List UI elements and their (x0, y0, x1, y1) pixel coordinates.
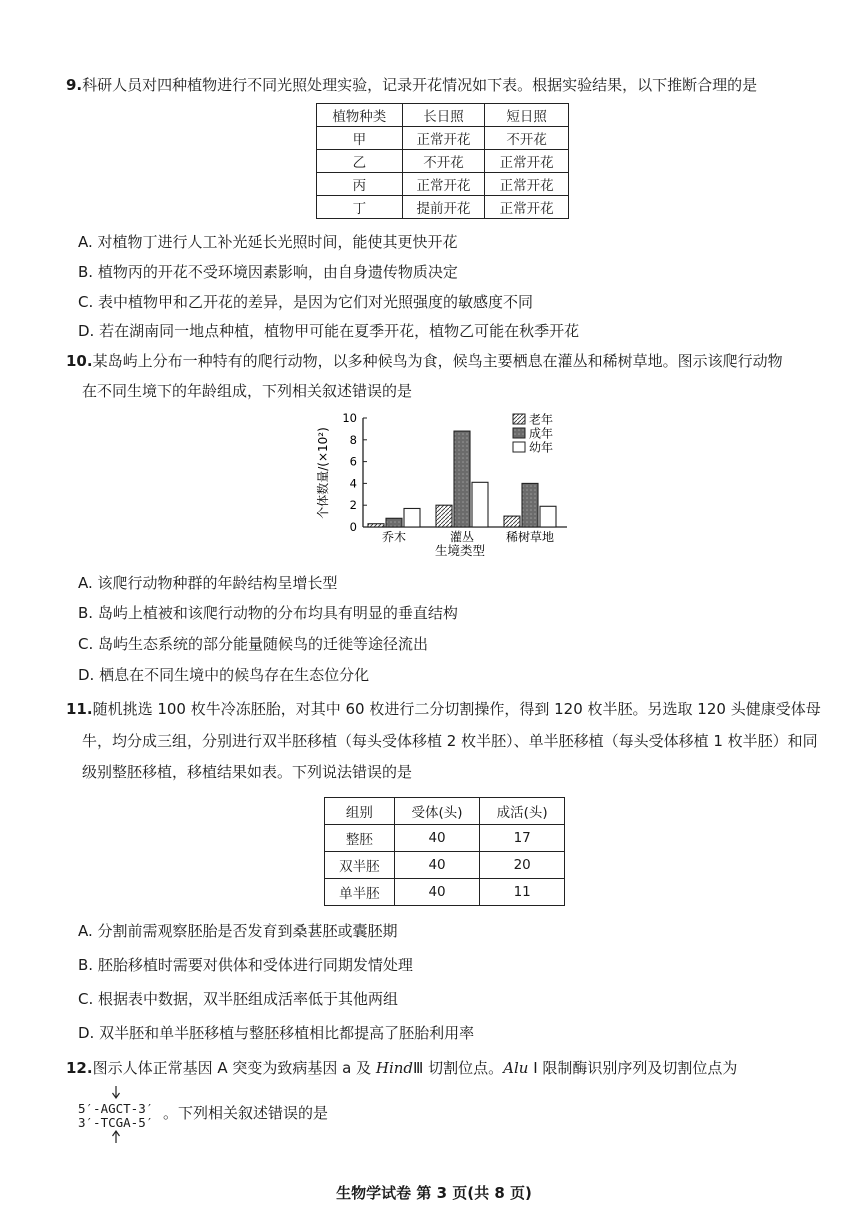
q10-option-d[interactable]: D. 栖息在不同生境中的候鸟存在生态位分化 (78, 666, 370, 684)
table-cell: 正常开花 (402, 127, 485, 150)
cut-arrow-bottom-icon (111, 1129, 121, 1143)
q10-option-a[interactable]: A. 该爬行动物种群的年龄结构呈增长型 (78, 574, 338, 592)
table-cell: 正常开花 (485, 150, 569, 173)
table-header-cell: 受体(头) (394, 798, 480, 825)
x-axis-label: 生境类型 (434, 543, 486, 558)
q9-option-a[interactable]: A. 对植物丁进行人工补光延长光照时间，能使其更快开花 (78, 233, 458, 251)
table-cell: 20 (480, 852, 565, 879)
q9-table (316, 103, 569, 219)
table-row (325, 852, 565, 879)
table-cell: 提前开花 (402, 196, 485, 219)
table-cell: 甲 (317, 127, 403, 150)
table-row (317, 196, 569, 219)
x-tick-label: 乔木 (381, 530, 407, 544)
q9-option-b[interactable]: B. 植物丙的开花不受环境因素影响，由自身遗传物质决定 (78, 263, 458, 281)
enzyme-alui: Alu (503, 1059, 529, 1077)
table-cell: 11 (480, 879, 565, 906)
legend-label: 成年 (529, 426, 554, 441)
table-cell: 40 (394, 879, 480, 906)
q9-option-d[interactable]: D. 若在湖南同一地点种植，植物甲可能在夏季开花，植物乙可能在秋季开花 (78, 322, 580, 340)
x-tick-label: 灌丛 (449, 530, 475, 544)
y-tick-label: 8 (349, 432, 357, 447)
table-header-cell: 组别 (325, 798, 395, 825)
table-row (317, 127, 569, 150)
q11-option-b[interactable]: B. 胚胎移植时需要对供体和受体进行同期发情处理 (78, 956, 413, 974)
q11-table (324, 797, 565, 906)
table-cell: 乙 (317, 150, 403, 173)
y-tick-label: 2 (349, 498, 357, 513)
table-cell: 整胚 (325, 825, 395, 852)
table-cell: 丙 (317, 173, 403, 196)
y-tick-label: 4 (349, 476, 357, 491)
table-header-cell: 长日照 (402, 104, 485, 127)
q10-option-c[interactable]: C. 岛屿生态系统的部分能量随候鸟的迁徙等途径流出 (78, 635, 429, 653)
table-header-cell: 短日照 (485, 104, 569, 127)
table-cell: 丁 (317, 196, 403, 219)
legend-label: 老年 (529, 412, 554, 427)
legend-swatch (513, 442, 525, 452)
q11-option-d[interactable]: D. 双半胚和单半胚移植与整胚移植相比都提高了胚胎利用率 (78, 1024, 475, 1042)
q11-stem-line2: 牛，均分成三组，分别进行双半胚移植（每头受体移植 2 枚半胚）、单半胚移植（每头受体移植 1 枚半胚）和同 (82, 732, 818, 750)
table-header-row (317, 104, 569, 127)
bar-成年 (454, 431, 470, 527)
bar-老年 (368, 524, 384, 527)
table-header-cell: 植物种类 (317, 104, 403, 127)
table-cell: 双半胚 (325, 852, 395, 879)
table-cell: 单半胚 (325, 879, 395, 906)
bar-幼年 (540, 506, 556, 527)
legend-swatch (513, 428, 525, 438)
bar-老年 (504, 516, 520, 527)
table-cell: 正常开花 (485, 173, 569, 196)
q10-stem-line2: 在不同生境下的年龄组成，下列相关叙述错误的是 (82, 382, 413, 400)
q11-option-a[interactable]: A. 分割前需观察胚胎是否发育到桑葚胚或囊胚期 (78, 922, 398, 940)
bar-幼年 (404, 508, 420, 527)
recognition-seq-top: 5′-AGCT-3′ (78, 1101, 154, 1116)
legend-swatch (513, 414, 525, 424)
table-cell: 正常开花 (485, 196, 569, 219)
table-header-cell: 成活(头) (480, 798, 565, 825)
y-tick-label: 6 (349, 454, 357, 469)
q11-stem-line1: 11.随机挑选 100 枚牛冷冻胚胎，对其中 60 枚进行二分切割操作，得到 120 枚半胚。另选取 120 头健康受体母 (66, 700, 821, 718)
q9-option-c[interactable]: C. 表中植物甲和乙开花的差异，是因为它们对光照强度的敏感度不同 (78, 293, 534, 311)
table-cell: 40 (394, 825, 480, 852)
table-row (317, 173, 569, 196)
y-axis-label: 个体数量/(×10²) (316, 427, 330, 519)
table-cell: 17 (480, 825, 565, 852)
bar-成年 (522, 483, 538, 527)
bar-幼年 (472, 482, 488, 527)
cut-arrow-top-icon (111, 1086, 121, 1100)
table-header-row (325, 798, 565, 825)
q12-stem-tail: 。下列相关叙述错误的是 (163, 1104, 329, 1122)
bar-成年 (386, 518, 402, 527)
y-axis-title (315, 427, 330, 519)
age-structure-chart (305, 408, 575, 560)
q10-stem-line1: 10.某岛屿上分布一种特有的爬行动物，以多种候鸟为食，候鸟主要栖息在灌丛和稀树草地。图示该爬行动物 (66, 352, 783, 370)
table-cell: 不开花 (485, 127, 569, 150)
table-row (325, 825, 565, 852)
y-tick-label: 0 (349, 520, 357, 534)
x-tick-label: 稀树草地 (505, 530, 555, 544)
table-row (325, 879, 565, 906)
q12-stem: 12.图示人体正常基因 A 突变为致病基因 a 及 HindⅢ 切割位点。Alu Ⅰ 限制酶识别序列及切割位点为 (66, 1059, 738, 1077)
table-row (317, 150, 569, 173)
q11-stem-line3: 级别整胚移植，移植结果如表。下列说法错误的是 (82, 763, 413, 781)
enzyme-hindiii: Hind (375, 1059, 414, 1077)
table-cell: 不开花 (402, 150, 485, 173)
recognition-seq-bottom: 3′-TCGA-5′ (78, 1115, 154, 1130)
q9-stem: 9.科研人员对四种植物进行不同光照处理实验，记录开花情况如下表。根据实验结果，以下推断合理的是 (66, 76, 758, 94)
bar-老年 (436, 505, 452, 527)
table-cell: 正常开花 (402, 173, 485, 196)
legend-label: 幼年 (529, 440, 554, 455)
table-cell: 40 (394, 852, 480, 879)
page-footer: 生物学试卷 第 3 页(共 8 页) (336, 1184, 532, 1202)
q10-option-b[interactable]: B. 岛屿上植被和该爬行动物的分布均具有明显的垂直结构 (78, 604, 458, 622)
q11-option-c[interactable]: C. 根据表中数据，双半胚组成活率低于其他两组 (78, 990, 399, 1008)
y-tick-label: 10 (342, 411, 357, 425)
